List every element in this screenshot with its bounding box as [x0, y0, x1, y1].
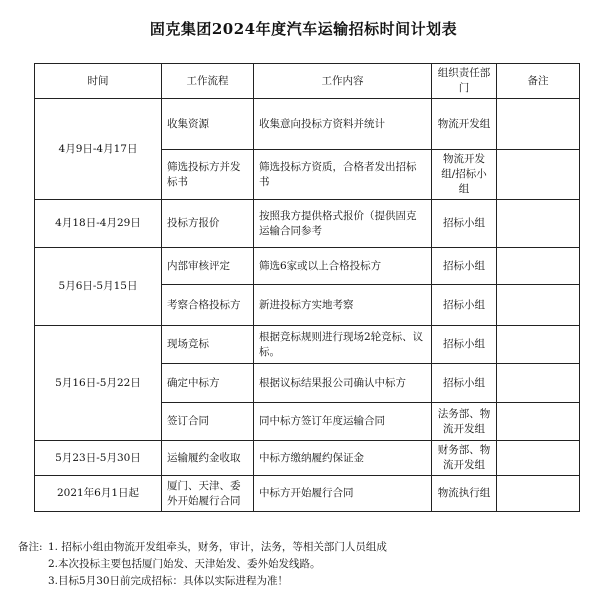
time-cell: 5月6日-5月15日 — [35, 248, 162, 326]
remark-cell — [497, 441, 580, 476]
content-cell: 中标方开始履行合同 — [254, 476, 432, 512]
header-dept: 组织责任部门 — [432, 64, 497, 99]
note-item: 1. 招标小组由物流开发组牵头，财务，审计，法务，等相关部门人员组成 — [48, 541, 387, 553]
content-cell: 筛选6家或以上合格投标方 — [254, 248, 432, 285]
header-flow: 工作流程 — [162, 64, 254, 99]
schedule-table — [34, 63, 580, 512]
table-row — [35, 476, 580, 512]
time-cell: 4月18日-4月29日 — [35, 200, 162, 248]
remark-cell — [497, 150, 580, 200]
time-cell: 5月23日-5月30日 — [35, 441, 162, 476]
dept-cell: 法务部、物流开发组 — [432, 403, 497, 441]
dept-cell: 财务部、物流开发组 — [432, 441, 497, 476]
time-cell: 2021年6月1日起 — [35, 476, 162, 512]
content-cell: 根据竞标规则进行现场2轮竞标、议标。 — [254, 326, 432, 364]
flow-cell: 厦门、天津、委外开始履行合同 — [162, 476, 254, 512]
remark-cell — [497, 99, 580, 150]
document-title: 固克集团2024年度汽车运输招标时间计划表 — [149, 20, 458, 38]
dept-cell: 物流开发组 — [432, 99, 497, 150]
dept-cell: 招标小组 — [432, 285, 497, 326]
dept-cell: 物流执行组 — [432, 476, 497, 512]
content-cell: 中标方缴纳履约保证金 — [254, 441, 432, 476]
header-content: 工作内容 — [254, 64, 432, 99]
dept-cell: 招标小组 — [432, 326, 497, 364]
flow-cell: 运输履约金收取 — [162, 441, 254, 476]
dept-cell: 招标小组 — [432, 364, 497, 403]
table-row — [35, 200, 580, 248]
remark-cell — [497, 200, 580, 248]
flow-cell: 现场竞标 — [162, 326, 254, 364]
note-item: 2.本次投标主要包括厦门始发、天津始发、委外始发线路。 — [48, 558, 321, 570]
content-cell: 按照我方提供格式报价（提供固克运输合同参考 — [254, 200, 432, 248]
flow-cell: 收集资源 — [162, 99, 254, 150]
table-row — [35, 248, 580, 285]
table-header-row — [35, 64, 580, 99]
remark-cell — [497, 326, 580, 364]
note-item: 3.目标5月30日前完成招标：具体以实际进程为准！ — [48, 575, 289, 587]
notes-section — [18, 539, 387, 590]
flow-cell: 内部审核评定 — [162, 248, 254, 285]
remark-cell — [497, 476, 580, 512]
dept-cell: 招标小组 — [432, 248, 497, 285]
table-row — [35, 441, 580, 476]
content-cell: 同中标方签订年度运输合同 — [254, 403, 432, 441]
flow-cell: 确定中标方 — [162, 364, 254, 403]
remark-cell — [497, 403, 580, 441]
time-cell: 5月16日-5月22日 — [35, 326, 162, 441]
content-cell: 新进投标方实地考察 — [254, 285, 432, 326]
flow-cell: 筛选投标方并发标书 — [162, 150, 254, 200]
header-time: 时间 — [35, 64, 162, 99]
flow-cell: 考察合格投标方 — [162, 285, 254, 326]
flow-cell: 投标方报价 — [162, 200, 254, 248]
header-remark: 备注 — [497, 64, 580, 99]
remark-cell — [497, 285, 580, 326]
remark-cell — [497, 364, 580, 403]
content-cell: 收集意向投标方资料并统计 — [254, 99, 432, 150]
content-cell: 筛选投标方资质，合格者发出招标书 — [254, 150, 432, 200]
notes-label: 备注: — [18, 541, 43, 553]
time-cell: 4月9日-4月17日 — [35, 99, 162, 200]
remark-cell — [497, 248, 580, 285]
table-row — [35, 99, 580, 150]
content-cell: 根据议标结果报公司确认中标方 — [254, 364, 432, 403]
dept-cell: 招标小组 — [432, 200, 497, 248]
table-row — [35, 326, 580, 364]
flow-cell: 签订合同 — [162, 403, 254, 441]
dept-cell: 物流开发组/招标小组 — [432, 150, 497, 200]
